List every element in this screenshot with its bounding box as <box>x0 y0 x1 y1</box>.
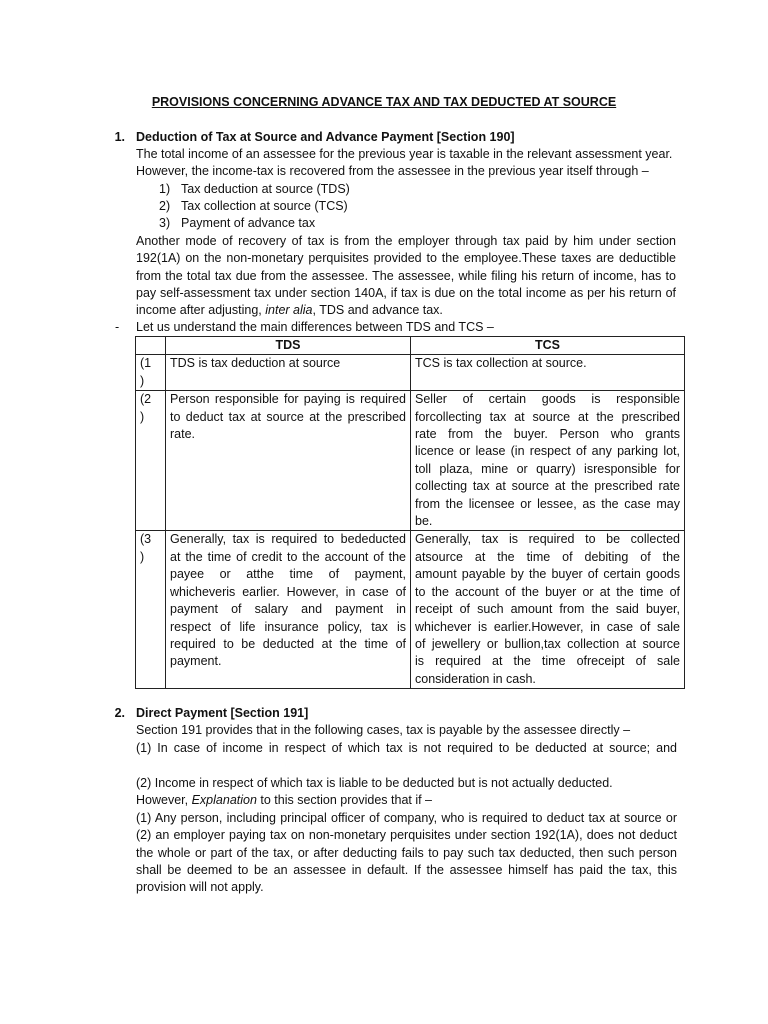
cell-line: consideration in cash. <box>415 671 536 686</box>
section-1-intro-line: The total income of an assessee for the previous year is taxable in the relevant assessment year. <box>136 147 673 161</box>
tcs-cell <box>411 531 685 689</box>
section-2-line: (2) an employer paying tax on non-monetary perquisites under section 192(1A), does not deduct <box>136 828 677 842</box>
cell-line: payee or atthe time of payment, <box>170 567 406 582</box>
cell-line: rate. <box>170 427 196 442</box>
cell-line: required to be deducted at the time of <box>170 636 406 651</box>
row-number: (1 <box>140 356 152 371</box>
tds-tcs-comparison-table <box>135 336 685 689</box>
list-item-number: 3) <box>159 216 171 230</box>
cell-line: receipt of such amount from the said buyer, <box>415 602 680 617</box>
section-1-number: 1. <box>114 130 125 144</box>
row-number-cell <box>136 391 166 531</box>
paragraph-text: , TDS and advance tax. <box>312 303 443 317</box>
cell-line: Generally, tax is required to be collected <box>415 532 680 547</box>
list-item-number: 1) <box>159 182 171 196</box>
section-2-line: (1) Any person, including principal officer of company, who is required to deduct tax at source or <box>136 811 677 825</box>
section-2-line: shall be deemed to be an assessee in default. If the assessee himself has paid the tax, this <box>136 863 677 877</box>
cell-line: to deduct tax at source at the prescribed <box>170 409 406 424</box>
section-2-text: However, <box>136 793 192 807</box>
section-2-line: provision will not apply. <box>136 880 264 894</box>
section-2-line: (2) Income in respect of which tax is liable to be deducted but is not actually deducted. <box>136 776 613 790</box>
cell-line: Seller of certain goods is responsible <box>415 392 680 407</box>
table-header-blank <box>136 337 166 355</box>
cell-line: whicheveris earlier. However, in case of <box>170 584 406 599</box>
cell-line: whichever is earlier.However, in case of sale <box>415 619 680 634</box>
cell-line: Generally, tax is required to bededucted <box>170 532 406 547</box>
cell-line: to the account of the buyer or at the time of <box>415 584 680 599</box>
list-item-number: 2) <box>159 199 171 213</box>
cell-line: Person responsible for paying is required <box>170 392 406 407</box>
row-number-cell <box>136 355 166 391</box>
paragraph-text: income after adjusting, <box>136 303 266 317</box>
table-row <box>136 391 685 531</box>
inter-alia-italic: inter alia <box>265 303 313 317</box>
cell-line: be. <box>415 514 433 529</box>
paragraph-line <box>136 302 443 319</box>
cell-line: of jewellery or bullion,tax collection at source <box>415 636 680 651</box>
tds-cell <box>166 355 411 391</box>
cell-line: TCS is tax collection at source. <box>415 356 587 371</box>
table-header-tcs: TCS <box>411 337 685 355</box>
section-1-intro-line: However, the income-tax is recovered from the assessee in the previous year itself through – <box>136 164 649 178</box>
cell-line: at the time of credit to the account of the <box>170 549 406 564</box>
section-2-line: Section 191 provides that in the following cases, tax is payable by the assessee directly – <box>136 723 631 737</box>
list-item-text: Tax deduction at source (TDS) <box>181 182 350 196</box>
cell-line: TDS is tax deduction at source <box>170 356 341 371</box>
row-number: (2 <box>140 392 152 407</box>
list-item-text: Tax collection at source (TCS) <box>181 199 348 213</box>
paragraph-line: 192(1A) on the non-monetary perquisites provided to the employee.These taxes are deductible <box>136 251 676 265</box>
paragraph-line: pay self-assessment tax under section 140A, if tax is due on the total income as per his return of <box>136 286 676 300</box>
table-header-row <box>136 337 685 355</box>
tcs-cell <box>411 391 685 531</box>
list-item-text: Payment of advance tax <box>181 216 316 230</box>
cell-line: respect of life insurance policy, tax is <box>170 619 406 634</box>
row-number: (3 <box>140 532 152 547</box>
row-number-cell <box>136 531 166 689</box>
page-title: PROVISIONS CONCERNING ADVANCE TAX AND TAX DEDUCTED AT SOURCE <box>151 95 617 109</box>
tds-cell <box>166 531 411 689</box>
tcs-cell <box>411 355 685 391</box>
section-2-heading: Direct Payment [Section 191] <box>136 706 309 720</box>
tds-cell <box>166 391 411 531</box>
cell-line: payment of salary and payment in <box>170 602 406 617</box>
cell-line: toll plaza, mine or quarry) isresponsible for <box>415 461 680 476</box>
row-number: ) <box>140 373 145 388</box>
cell-line: is required at the time ofreceipt of sale <box>415 654 680 669</box>
table-row <box>136 355 685 391</box>
cell-line: licence or lease (in respect of any parking lot, <box>415 444 680 459</box>
cell-line: forcollecting tax at source at the prescribed <box>415 409 680 424</box>
dash-bullet: - <box>115 320 120 334</box>
cell-line: amount payable by the buyer of certain goods <box>415 567 680 582</box>
table-row <box>136 531 685 689</box>
section-2-number: 2. <box>114 706 125 720</box>
cell-line: collecting tax at source at the prescribed rate <box>415 479 680 494</box>
cell-line: payment. <box>170 654 222 669</box>
explanation-italic: Explanation <box>191 793 257 807</box>
row-number: ) <box>140 409 145 424</box>
cell-line: atsource at the time of debiting of the <box>415 549 680 564</box>
section-2-text: to this section provides that if – <box>256 793 433 807</box>
section-2-line <box>136 792 432 809</box>
table-header-tds: TDS <box>166 337 411 355</box>
cell-line: from the licensee or lessee, as the case may <box>415 496 680 511</box>
section-1-heading: Deduction of Tax at Source and Advance Payment [Section 190] <box>136 130 515 144</box>
paragraph-line: from the total tax due from the assessee. The assessee, while filing his return of income, has to <box>136 269 676 283</box>
comparison-intro: Let us understand the main differences between TDS and TCS – <box>136 320 494 334</box>
row-number: ) <box>140 549 145 564</box>
section-2-line: (1) In case of income in respect of which tax is not required to be deducted at source; and <box>136 741 677 755</box>
section-2-line: the whole or part of the tax, or after deducting fails to pay such tax deducted, then such person <box>136 846 677 860</box>
paragraph-line: Another mode of recovery of tax is from the employer through tax paid by him under section <box>136 234 676 248</box>
cell-line: rate from the buyer. Person who grants <box>415 427 680 442</box>
